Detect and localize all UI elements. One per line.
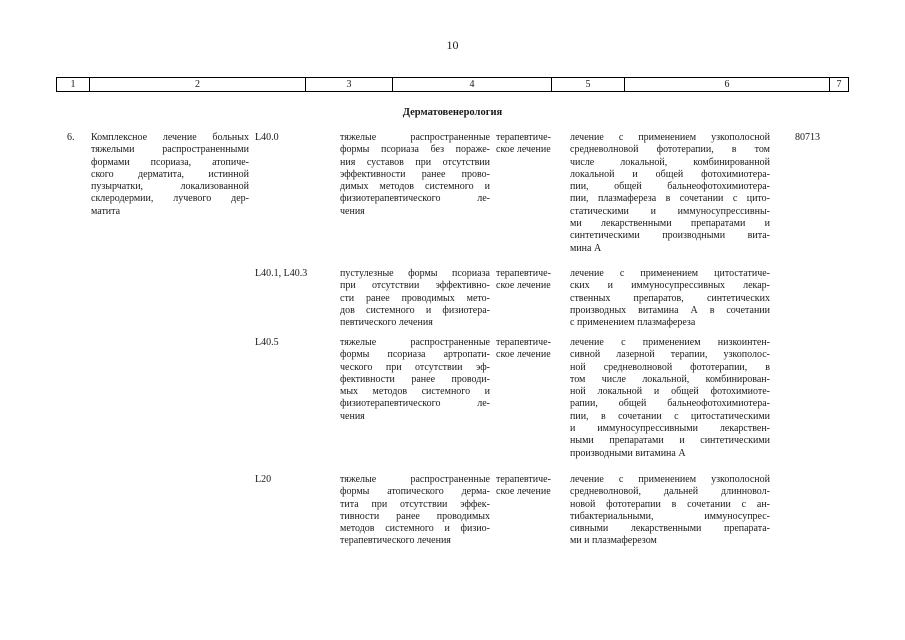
patient-model-line: тяжелые распространенные (340, 132, 490, 143)
treatment-type-line: ское лечение (496, 280, 551, 292)
treatment-type (496, 337, 551, 362)
patient-model-line: тита при отсутствии эффек- (340, 498, 490, 510)
mkb-code: L20 (255, 474, 272, 485)
treatment-type-line: терапевтиче- (496, 268, 551, 279)
treatment-method-line: производными витамина А (570, 447, 686, 459)
treatment-method-line: пии, плазмафереза в сочетании с цито- (570, 193, 770, 205)
treatment-method-line: ными препаратами и синтетическими (570, 435, 770, 447)
treatment-method-line: ских и иммуносупрессивных лекар- (570, 280, 770, 292)
patient-model-line: димых методов системного и (340, 181, 490, 193)
column-number: 1 (56, 78, 89, 91)
patient-model-line: физиотерапевтического ле- (340, 398, 490, 410)
procedure-name-line: формами псориаза, атопиче- (91, 156, 249, 168)
treatment-type-line: терапевтиче- (496, 132, 551, 143)
patient-model-line: певтического лечения (340, 317, 433, 329)
column-number: 4 (392, 78, 551, 91)
procedure-name-line: склеродермии, лучевого дер- (91, 193, 249, 205)
patient-model-line: чения (340, 205, 365, 217)
procedure-code: 80713 (795, 132, 820, 143)
treatment-method-line: синтетическими производными вита- (570, 230, 770, 242)
treatment-method-line: с применением плазмафереза (570, 317, 696, 329)
patient-model (340, 132, 490, 218)
column-number-header (56, 77, 849, 92)
treatment-method-line: статическими и иммуносупрессивны- (570, 205, 770, 217)
treatment-type-line: ское лечение (496, 486, 551, 498)
treatment-method-line: средневолновой фототерапии, в том (570, 144, 770, 156)
treatment-method-line: пии, в сочетании с цитостатическими (570, 410, 770, 422)
patient-model-line: ния суставов при отсутствии (340, 156, 490, 168)
procedure-name-line: пузырчатки, локализованной (91, 181, 249, 193)
treatment-type-line: ское лечение (496, 144, 551, 156)
treatment-method-line: числе локальной, комбинированной (570, 156, 770, 168)
treatment-method (570, 132, 770, 255)
treatment-method-line: тибактериальными, иммуносупрес- (570, 510, 770, 522)
treatment-method-line: и иммуносупрессивными лекарствен- (570, 423, 770, 435)
treatment-method-line: средневолновой, дальней длинновол- (570, 486, 770, 498)
treatment-type (496, 474, 551, 499)
patient-model-line: формы псориаза артропати- (340, 349, 490, 361)
patient-model-line: формы атопического дерма- (340, 486, 490, 498)
treatment-type (496, 268, 551, 293)
procedure-name-line: тяжелыми распространенными (91, 144, 249, 156)
patient-model-line: эффективности ранее прово- (340, 168, 490, 180)
patient-model-line: физиотерапевтического ле- (340, 193, 490, 205)
patient-model-line: фективности ранее проводи- (340, 373, 490, 385)
column-number: 5 (551, 78, 624, 91)
treatment-method-line: рапии, общей бальнеофотохимиотера- (570, 398, 770, 410)
treatment-method-line: ми и плазмаферезом (570, 535, 657, 547)
treatment-method-line: лечение с применением низкоинтен- (570, 337, 770, 348)
patient-model-line: сти ранее проводимых мето- (340, 292, 490, 304)
treatment-method-line: ной средневолновой фототерапии, в (570, 361, 770, 373)
mkb-code: L40.5 (255, 337, 279, 348)
column-number: 2 (89, 78, 305, 91)
row-number: 6. (67, 132, 75, 143)
procedure-name-line: матита (91, 205, 121, 217)
treatment-type (496, 132, 551, 157)
patient-model-line: тяжелые распространенные (340, 337, 490, 348)
treatment-type-line: терапевтиче- (496, 474, 551, 485)
procedure-name (91, 132, 249, 218)
treatment-method-line: сивными лекарственными препарата- (570, 523, 770, 535)
treatment-method-line: лечение с применением цитостатиче- (570, 268, 770, 279)
treatment-method-line: ственных препаратов, синтетических (570, 292, 770, 304)
patient-model-line: при отсутствии эффективно- (340, 280, 490, 292)
column-number: 3 (305, 78, 392, 91)
treatment-method (570, 337, 770, 460)
treatment-method-line: том числе локальной, комбинирован- (570, 373, 770, 385)
section-title: Дерматовенерология (402, 107, 503, 118)
procedure-name-line: ского дерматита, истинной (91, 168, 249, 180)
page-number: 10 (446, 38, 459, 52)
treatment-method-line: ми лекарственными препаратами и (570, 218, 770, 230)
treatment-method-line: ной локальной и общей фотохимиоте- (570, 386, 770, 398)
patient-model-line: пустулезные формы псориаза (340, 268, 490, 279)
treatment-method-line: новой фототерапии в сочетании с ан- (570, 498, 770, 510)
treatment-method (570, 268, 770, 329)
procedure-name-line: Комплексное лечение больных (91, 132, 249, 143)
patient-model-line: дов системного и физиотера- (340, 304, 490, 316)
patient-model-line: ческого при отсутствии эф- (340, 361, 490, 373)
treatment-method-line: пии, общей бальнеофотохимиотера- (570, 181, 770, 193)
patient-model-line: тяжелые распространенные (340, 474, 490, 485)
treatment-method-line: производных витамина А в сочетании (570, 304, 770, 316)
column-number: 6 (624, 78, 829, 91)
patient-model (340, 337, 490, 423)
treatment-method-line: лечение с применением узкополосной (570, 474, 770, 485)
treatment-method-line: сивной лазерной терапии, узкополос- (570, 349, 770, 361)
mkb-code: L40.0 (255, 132, 279, 143)
patient-model-line: тивности ранее проводимых (340, 510, 490, 522)
treatment-method-line: лечение с применением узкополосной (570, 132, 770, 143)
patient-model-line: методов системного и физио- (340, 523, 490, 535)
mkb-code: L40.1, L40.3 (255, 268, 308, 279)
patient-model (340, 474, 490, 548)
treatment-type-line: ское лечение (496, 349, 551, 361)
treatment-method-line: локальной и общей фотохимиотера- (570, 168, 770, 180)
treatment-method-line: мина А (570, 242, 602, 254)
patient-model-line: мых методов системного и (340, 386, 490, 398)
patient-model (340, 268, 490, 329)
treatment-method (570, 474, 770, 548)
patient-model-line: формы псориаза без пораже- (340, 144, 490, 156)
treatment-type-line: терапевтиче- (496, 337, 551, 348)
patient-model-line: чения (340, 410, 365, 422)
patient-model-line: терапевтического лечения (340, 535, 451, 547)
column-number: 7 (829, 78, 849, 91)
